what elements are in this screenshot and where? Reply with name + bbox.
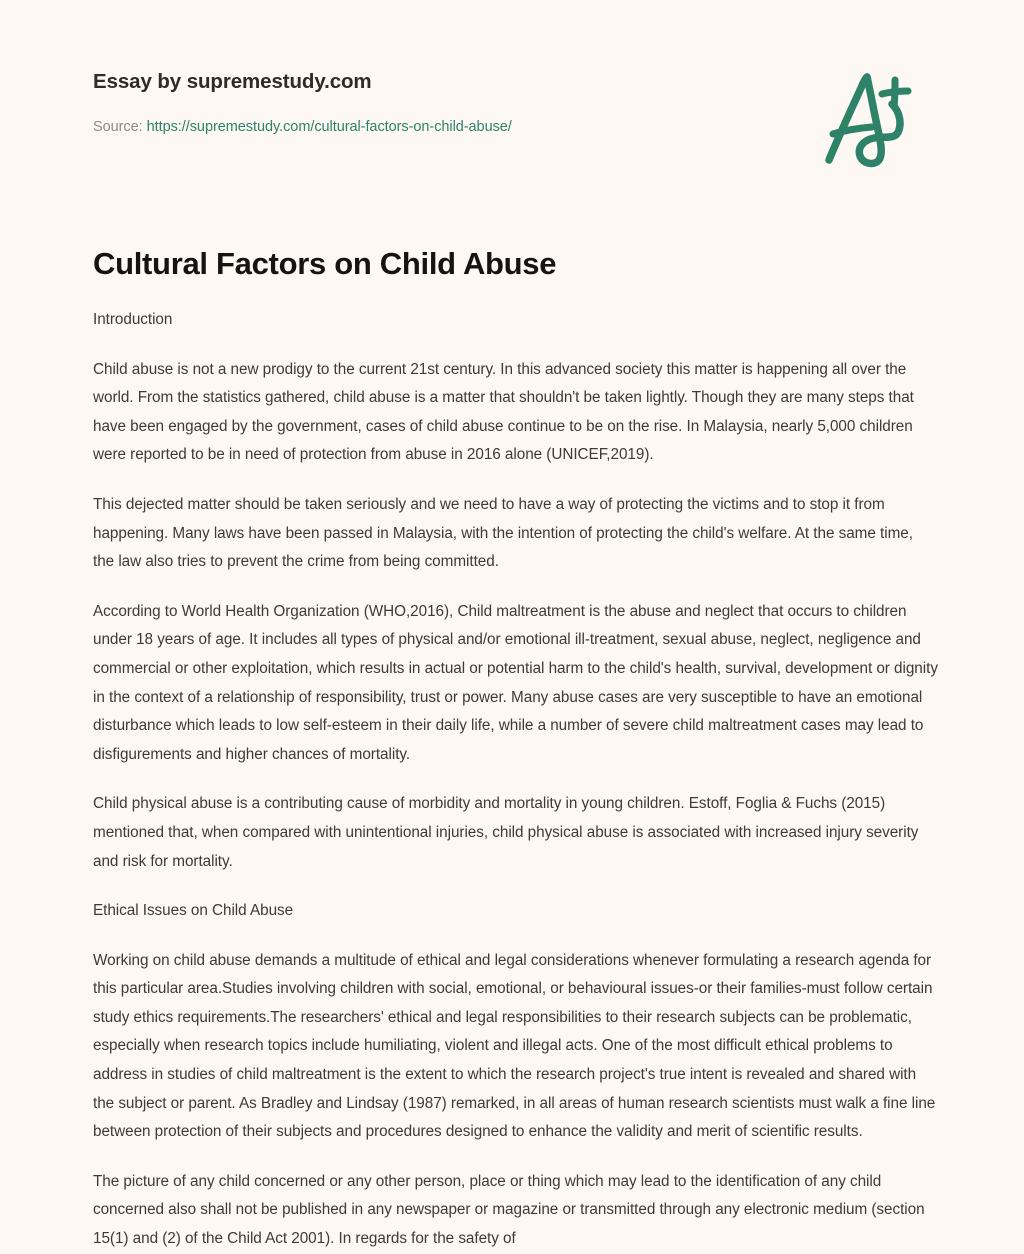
paragraph-introduction-heading: Introduction bbox=[93, 311, 173, 328]
article-body bbox=[93, 306, 938, 1254]
paragraph-who-definition: According to World Health Organization (WHO,2016), Child maltreatment is the abuse and neglect that occurs to children under 18 years of age. It includes all types of physical and/or emotional ill-treatment, sexual abuse, neglect, negligence and commercial or other exploitation, which results in actual or potential harm to the child's health, survival, development or dignity in the context of a relationship of responsibility, trust or power. Many abuse cases are very susceptible to have an emotional disturbance which leads to low self-esteem in their daily life, while a number of severe child maltreatment cases may lead to disfigurements and higher chances of mortality. bbox=[93, 602, 938, 763]
byline: Essay by supremestudy.com bbox=[93, 70, 372, 93]
a-plus-logo-glyph bbox=[812, 68, 916, 168]
source-line bbox=[93, 119, 512, 135]
paragraph-research-ethics: Working on child abuse demands a multitude of ethical and legal considerations whenever formulating a research agenda for this particular area.Studies involving children with social, emotional, or behavioural issues-or their families-must follow certain study ethics requirements.The researchers' ethical and legal responsibilities to their research subjects can be problematic, especially when research topics include humiliating, violent and illegal acts. One of the most difficult ethical problems to address in studies of child maltreatment is the extent to which the research project's true intent is revealed and shared with the subject or parent. As Bradley and Lindsay (1987) remarked, in all areas of human research scientists must walk a fine line between protection of their subjects and procedures designed to enhance the validity and merit of scientific results. bbox=[93, 951, 936, 1141]
article bbox=[93, 244, 938, 1254]
paragraph-ethical-issues-heading: Ethical Issues on Child Abuse bbox=[93, 902, 294, 920]
page-title: Cultural Factors on Child Abuse bbox=[93, 246, 557, 281]
paragraph-laws-malaysia: This dejected matter should be taken seriously and we need to have a way of protecting the victims and to stop it from happening. Many laws have been passed in Malaysia, with the intention of protecting the child's welfare. At the same time, the law also tries to prevent the crime from being committed. bbox=[93, 495, 913, 571]
source-url-link[interactable]: https://supremestudy.com/cultural-factors-on-child-abuse/ bbox=[146, 119, 512, 135]
paragraph-physical-abuse-morbidity: Child physical abuse is a contributing cause of morbidity and mortality in young children. Estoff, Foglia & Fuchs (2015) mentioned that, when compared with unintentional injuries, child physical abuse is associated with increased injury severity and risk for mortality. bbox=[93, 795, 919, 870]
a-plus-logo-icon bbox=[812, 68, 916, 168]
paragraph-child-act-2001: The picture of any child concerned or any other person, place or thing which may lead to the identification of any child concerned also shall not be published in any newspaper or magazine or transmitted through any electronic medium (section 15(1) and (2) of the Child Act 2001). In regards for the safety of bbox=[93, 1172, 925, 1248]
source-label: Source: bbox=[93, 119, 143, 135]
page-header bbox=[0, 0, 1024, 200]
paragraph-child-abuse-overview: Child abuse is not a new prodigy to the current 21st century. In this advanced society this matter is happening all over the world. From the statistics gathered, child abuse is a matter that shouldn't be taken lightly. Though they are many steps that have been engaged by the government, cases of child abuse continue to be on the rise. In Malaysia, nearly 5,000 children were reported to be in need of protection from abuse in 2016 alone (UNICEF,2019). bbox=[93, 360, 914, 464]
